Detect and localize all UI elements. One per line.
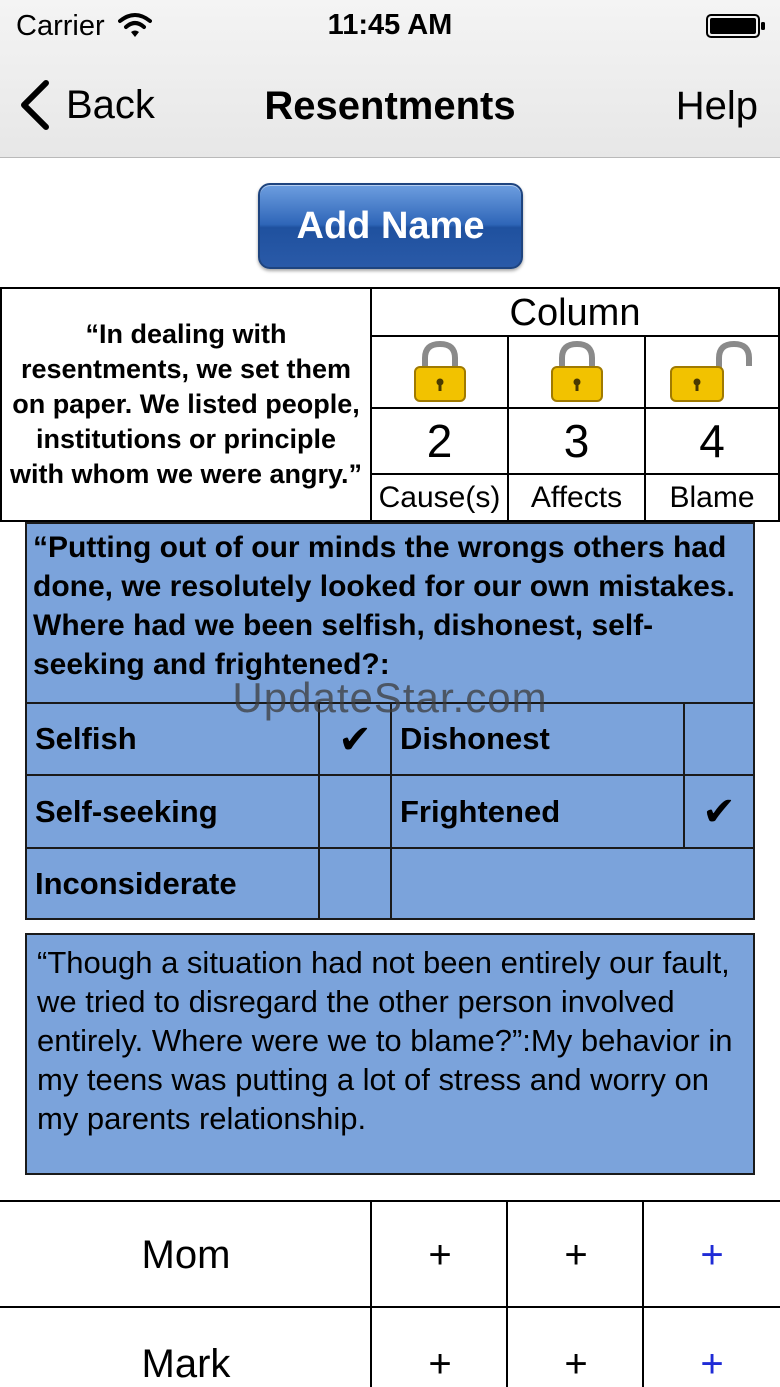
page-title: Resentments xyxy=(264,84,516,128)
help-button[interactable]: Help xyxy=(675,84,758,128)
chevron-left-icon xyxy=(18,79,52,131)
carrier-label: Carrier xyxy=(16,10,105,42)
trait-selfish-checkbox[interactable] xyxy=(320,706,390,774)
trait-dishonest-checkbox[interactable] xyxy=(685,706,753,774)
column-blame-label: Blame xyxy=(669,480,755,514)
column-header-grid xyxy=(370,287,780,522)
locked-padlock-icon[interactable] xyxy=(411,340,469,404)
add-cause-button[interactable]: + xyxy=(370,1200,508,1308)
status-time: 11:45 AM xyxy=(327,9,453,41)
intro-quote xyxy=(0,287,372,522)
trait-frightened-label: Frightened xyxy=(400,793,561,829)
trait-frightened-checkbox[interactable] xyxy=(685,776,753,847)
column-2-lock-cell[interactable] xyxy=(372,337,509,409)
navigation-bar xyxy=(0,0,780,158)
row-name[interactable]: Mark xyxy=(0,1306,372,1387)
intro-quote-text: “In dealing with resentments, we set them on paper. We listed people, institutions or principle with whom we were angry.” xyxy=(9,319,363,489)
mistakes-panel xyxy=(25,522,755,920)
back-button[interactable] xyxy=(18,78,155,132)
add-blame-button[interactable]: + xyxy=(642,1306,780,1387)
blame-text-panel[interactable] xyxy=(25,933,755,1175)
row-name[interactable]: Mom xyxy=(0,1200,372,1308)
checkmark-icon: ✔ xyxy=(338,718,372,762)
back-label: Back xyxy=(66,82,155,127)
blame-text: “Though a situation had not been entirely our fault, we tried to disregard the other person involved entirely. Where were we to blame?”:My behavior in my teens was putting a lot of stress and worry on my parents relationship. xyxy=(37,945,733,1136)
trait-self-seeking-checkbox[interactable] xyxy=(320,776,390,847)
add-cause-button[interactable]: + xyxy=(370,1306,508,1387)
column-causes-label: Cause(s) xyxy=(372,475,509,520)
column-affects-label: Affects xyxy=(509,475,646,520)
battery-icon xyxy=(706,14,766,38)
column-3-number: 3 xyxy=(509,409,646,475)
trait-inconsiderate-label: Inconsiderate xyxy=(35,865,237,901)
trait-self-seeking-label: Self-seeking xyxy=(35,793,218,829)
add-affects-button[interactable]: + xyxy=(506,1306,644,1387)
column-4-lock-cell[interactable] xyxy=(646,337,778,409)
table-row[interactable] xyxy=(0,1200,780,1308)
trait-inconsiderate-checkbox[interactable] xyxy=(320,849,390,918)
trait-dishonest-label: Dishonest xyxy=(400,721,550,756)
add-affects-button[interactable]: + xyxy=(506,1200,644,1308)
column-3-lock-cell[interactable] xyxy=(509,337,646,409)
table-row[interactable] xyxy=(0,1306,780,1387)
unlocked-padlock-icon[interactable] xyxy=(667,340,757,404)
trait-selfish-label: Selfish xyxy=(35,721,137,756)
checkmark-icon: ✔ xyxy=(702,789,736,834)
add-name-button[interactable]: Add Name xyxy=(258,183,523,269)
names-table xyxy=(0,1200,780,1387)
column-4-number: 4 xyxy=(646,409,778,475)
column-title: Column xyxy=(372,289,778,337)
add-blame-button[interactable]: + xyxy=(642,1200,780,1308)
column-2-number: 2 xyxy=(372,409,509,475)
locked-padlock-icon[interactable] xyxy=(548,340,606,404)
mistakes-quote: “Putting out of our minds the wrongs others had done, we resolutely looked for our own mistakes. Where had we been selfish, dishonest, self-seeking and frightened?: xyxy=(27,524,753,704)
watermark: UpdateStar.com xyxy=(232,674,548,721)
